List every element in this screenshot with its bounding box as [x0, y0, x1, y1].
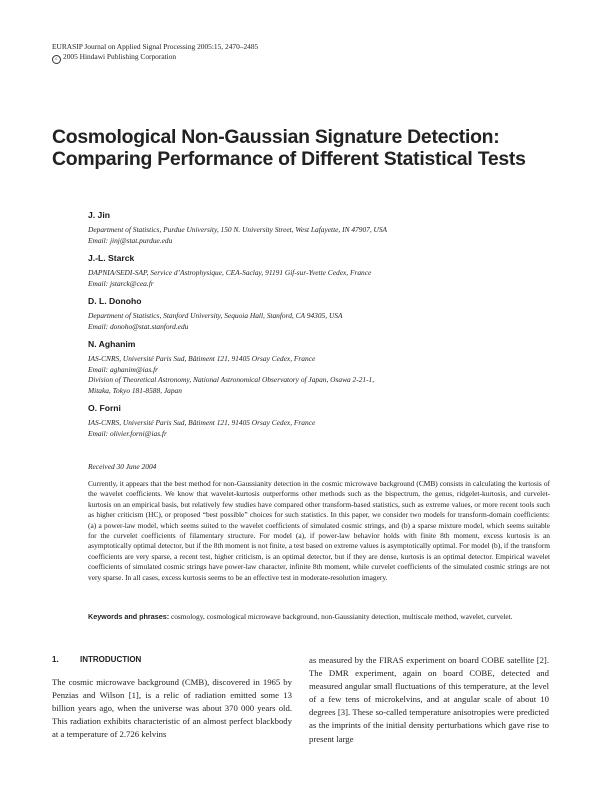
copyright-line: [52, 52, 176, 64]
author-block: [88, 296, 568, 332]
paper-title-line-1: Cosmological Non-Gaussian Signature Detection:: [52, 126, 500, 148]
author-affiliation: Department of Statistics, Purdue University, 150 N. University Street, West Lafayette, IN 47907, USA: [88, 225, 388, 234]
abstract: Currently, it appears that the best method for non-Gaussianity detection in the cosmic microwave background (CMB) consists in calculating the kurtosis of the wavelet coefficients. We know that wavelet-kurtosis outperforms other methods such as the bispectrum, the genus, ridgelet-kurtosis, and curvelet-kurtosis on an empirical basis, but relatively few studies have compared other transform-based statistics, such as extreme values, or more recent tools such as higher criticism (HC), or proposed “best possible” choices for such statistics. In this paper, we consider two models for transform-domain coefficients: (a) a power-law model, which seems suited to the wavelet coefficients of simulated cosmic strings, and (b) a sparse mixture model, which seems suitable for the curvelet coefficients of filamentary structure. For model (a), if power-law behavior holds with finite 8th moment, excess kurtosis is an asymptotically optimal detector, but if the 8th moment is not finite, a test based on extreme values is asymptotically optimal. For model (b), if the transform coefficients are very sparse, a recent test, higher criticism, is an optimal detector, but if they are dense, kurtosis is an optimal detector. Empirical wavelet coefficients of simulated cosmic strings have power-law character, infinite 8th moment, while curvelet coefficients of the simulated cosmic strings are not very sparse. In all cases, excess kurtosis seems to be an effective test in moderate-resolution imagery.: [88, 479, 550, 582]
author-block: [88, 253, 568, 289]
author-affiliation: IAS-CNRS, Université Paris Sud, Bâtiment 121, 91405 Orsay Cedex, France: [88, 354, 316, 363]
author-affiliation: DAPNIA/SEDI-SAP, Service d’Astrophysique, CEA-Saclay, 91191 Gif-sur-Yvette Cedex, France: [88, 268, 372, 277]
author-name: J. Jin: [88, 210, 110, 220]
author-name: J.-L. Starck: [88, 253, 135, 263]
section-heading: [52, 654, 292, 665]
section-title: INTRODUCTION: [80, 655, 142, 664]
journal-citation: EURASIP Journal on Applied Signal Processing 2005:15, 2470–2485: [52, 42, 259, 51]
body-paragraph: as measured by the FIRAS experiment on board COBE satellite [2]. The DMR experiment, again on board COBE, detected and measured angular small fluctuations of this temperature, at the level of a few tens of microkelvins, and at angular scale of about 10 degrees [3]. These so-called temperature anisotropies were predicted as the imprints of the initial density perturbations which gave rise to present large: [309, 655, 549, 744]
body-paragraph: The cosmic microwave background (CMB), discovered in 1965 by Penzias and Wilson [1], is a relic of radiation emitted some 13 billion years ago, when the universe was about 370 000 years old. This radiation exhibits characteristic of an almost perfect blackbody at a temperature of 2.726 kelvins: [52, 677, 292, 740]
paper-title-line-2: Comparing Performance of Different Statistical Tests: [52, 148, 526, 170]
section-number: 1.: [52, 655, 59, 664]
author-name: D. L. Donoho: [88, 296, 142, 306]
author-email: Email: jinj@stat.purdue.edu: [88, 235, 173, 245]
author-email: Email: aghanim@ias.fr: [88, 364, 159, 374]
keywords-label: Keywords and phrases:: [88, 612, 170, 621]
author-block: [88, 403, 568, 439]
author-affiliation-secondary-cont: Mitaka, Tokyo 181-8588, Japan: [88, 385, 182, 395]
author-affiliation: IAS-CNRS, Université Paris Sud, Bâtiment 121, 91405 Orsay Cedex, France: [88, 418, 316, 427]
author-email: Email: jstarck@cea.fr: [88, 278, 154, 288]
author-list: [88, 210, 568, 446]
copyright-icon: c: [52, 55, 61, 64]
keywords-text: cosmology, cosmological microwave background, non-Gaussianity detection, multiscale method, wavelet, curvelet.: [170, 612, 513, 621]
author-affiliation: Department of Statistics, Stanford University, Sequoia Hall, Stanford, CA 94305, USA: [88, 311, 343, 320]
body-column-right: [309, 654, 549, 746]
author-name: O. Forni: [88, 403, 121, 413]
body-column-left: [52, 654, 292, 741]
author-name: N. Aghanim: [88, 339, 136, 349]
keywords: [88, 612, 550, 622]
author-block: [88, 339, 568, 396]
copyright-text: 2005 Hindawi Publishing Corporation: [63, 52, 177, 61]
paper-title: [52, 126, 572, 170]
received-date: Received 30 June 2004: [88, 462, 157, 471]
author-affiliation-secondary: Division of Theoretical Astronomy, National Astronomical Observatory of Japan, Osawa 2-21-1,: [88, 375, 375, 384]
author-email: Email: olivier.forni@ias.fr: [88, 428, 167, 438]
author-block: [88, 210, 568, 246]
author-email: Email: donoho@stat.stanford.edu: [88, 321, 189, 331]
